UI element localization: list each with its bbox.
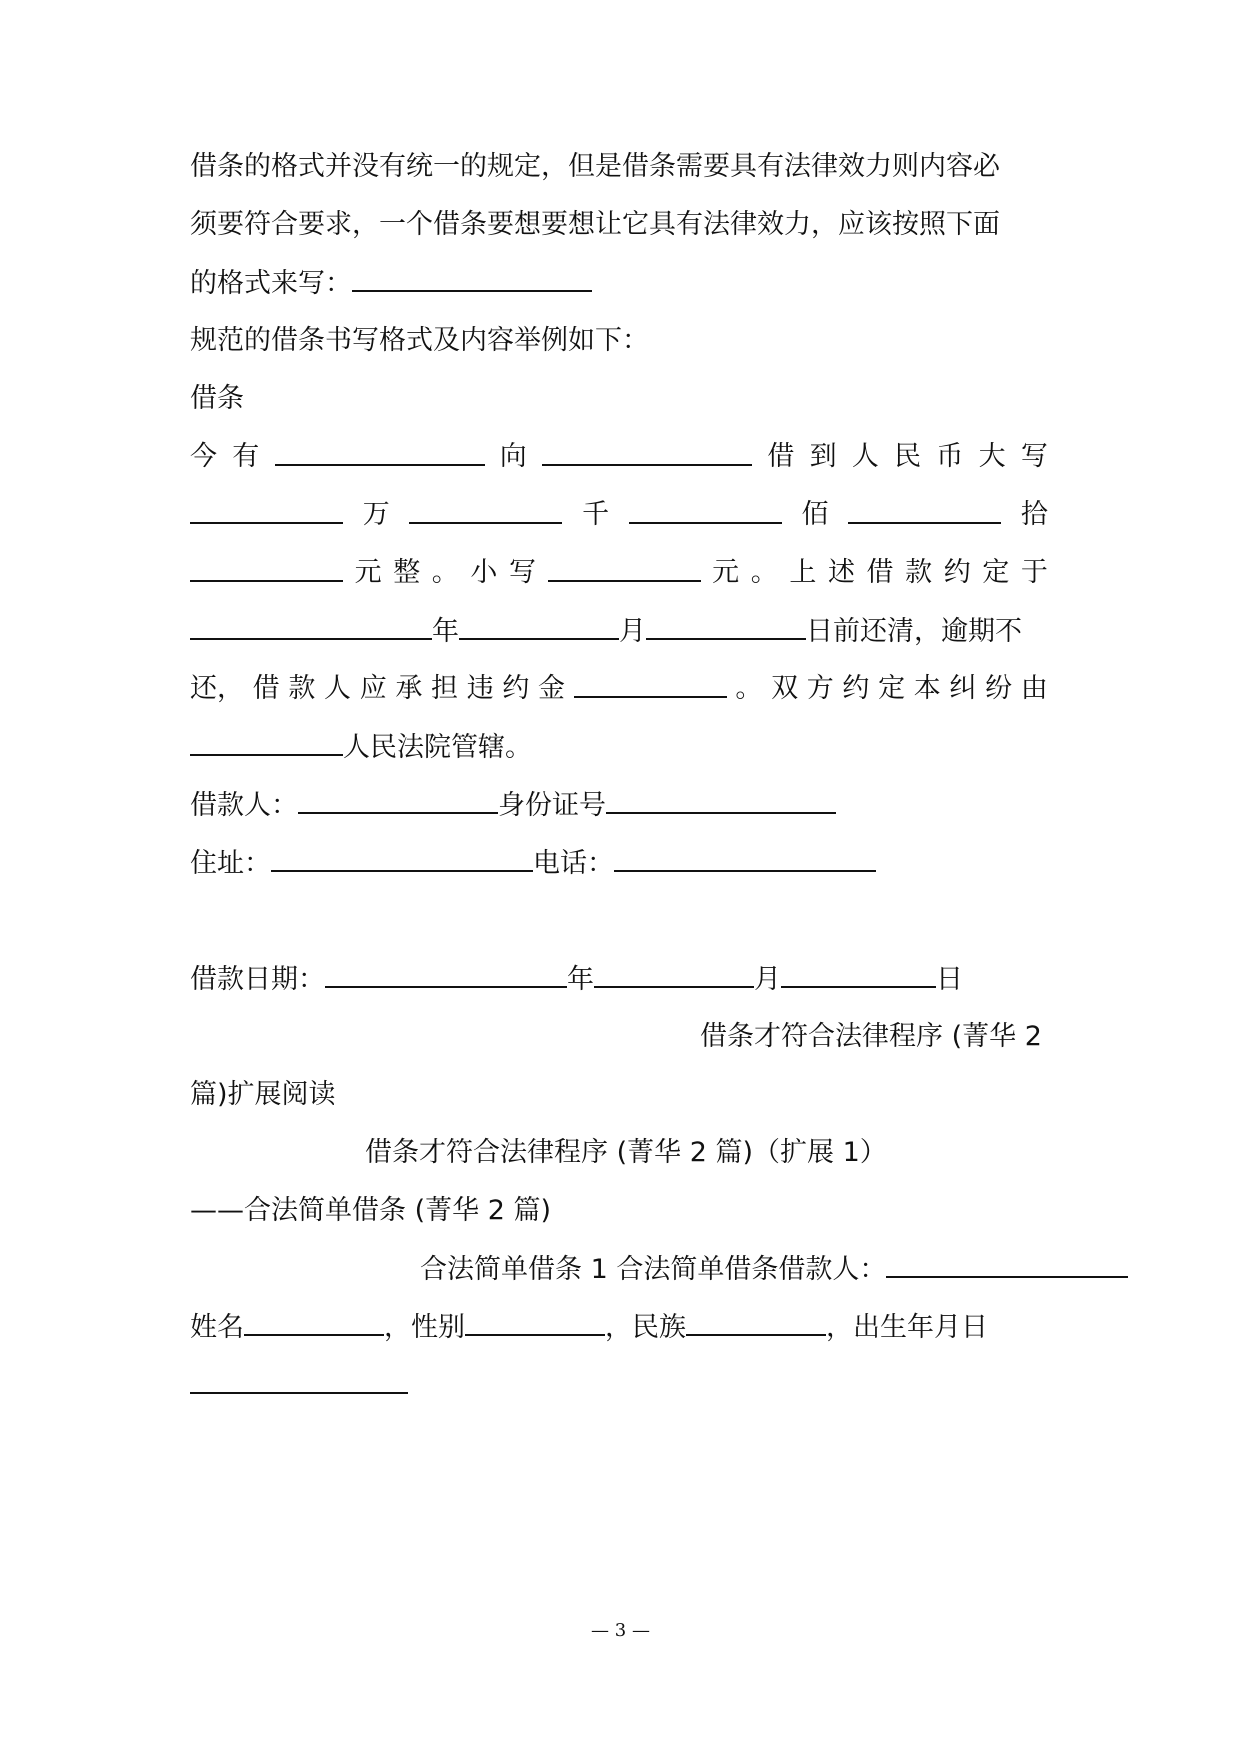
fill-blank [298, 788, 498, 814]
iou-word: 方 [806, 673, 834, 704]
extension-heading-line-1: 借条才符合法律程序 (菁华 2 [700, 1021, 1042, 1052]
iou-word: 有 [232, 441, 260, 472]
phone-label: 电话： [533, 848, 614, 879]
iou-word: 小 [470, 557, 498, 588]
iou-word: 今 [190, 441, 217, 472]
iou-word: 千 [582, 499, 610, 530]
iou-word: 定 [982, 557, 1010, 588]
name-label: 姓名 [190, 1312, 244, 1343]
iou-word: 双 [771, 673, 799, 704]
simple-iou-line-2 [190, 1310, 988, 1345]
iou-word: 款 [905, 557, 933, 588]
fill-blank [271, 846, 533, 872]
simple-iou-line-1 [420, 1252, 1128, 1287]
iou-word: 元 [712, 557, 740, 588]
iou-word: 万 [362, 499, 390, 530]
court-text: 人民法院管辖。 [343, 732, 532, 763]
iou-word: 借 [767, 441, 795, 472]
fill-blank [275, 440, 485, 466]
fill-blank [542, 440, 752, 466]
id-label: 身份证号 [498, 790, 606, 821]
borrower-line [190, 788, 836, 823]
iou-line-5 [190, 672, 1048, 706]
fill-blank [352, 266, 592, 292]
iou-word: 元 [354, 557, 382, 588]
paragraph-intro-line-3 [190, 266, 592, 301]
year-label: 年 [567, 964, 594, 995]
iou-word: 整 [393, 557, 421, 588]
fill-blank [594, 962, 754, 988]
iou-word: 约 [842, 673, 870, 704]
fill-blank [190, 556, 343, 582]
fill-blank [614, 846, 876, 872]
iou-line-3 [190, 556, 1048, 590]
loan-date-label: 借款日期： [190, 964, 325, 995]
iou-word: 。 [750, 557, 778, 588]
iou-word: 佰 [801, 499, 829, 530]
iou-word: 。 [735, 673, 763, 704]
iou-word: 人 [324, 673, 352, 704]
iou-word: 定 [878, 673, 906, 704]
iou-word: 借 [252, 673, 280, 704]
iou-word: 向 [499, 441, 527, 472]
iou-word: 上 [789, 557, 817, 588]
fill-blank [886, 1252, 1128, 1278]
iou-word: 大 [978, 441, 1006, 472]
fill-blank [190, 614, 432, 640]
iou-line-1 [190, 440, 1048, 474]
month-label: 月 [754, 964, 781, 995]
iou-line-6 [190, 730, 532, 765]
iou-word: 应 [359, 673, 387, 704]
gender-label: ，性别 [384, 1312, 465, 1343]
iou-word: 于 [1020, 557, 1048, 588]
repay-text: 日前还清，逾期不 [806, 616, 1022, 647]
loan-date-line [190, 962, 963, 997]
month-label: 月 [619, 616, 646, 647]
day-label: 日 [936, 964, 963, 995]
simple-iou-line-3 [190, 1368, 408, 1403]
fill-blank [574, 672, 727, 698]
address-label: 住址： [190, 848, 271, 879]
iou-word: 违 [466, 673, 494, 704]
fill-blank [244, 1310, 384, 1336]
iou-word: 款 [288, 673, 316, 704]
iou-word: 本 [913, 673, 941, 704]
iou-word: 纠 [949, 673, 977, 704]
extension-1-title: 借条才符合法律程序 (菁华 2 篇)（扩展 1） [365, 1137, 887, 1168]
iou-word: 。 [431, 557, 459, 588]
fill-blank [606, 788, 836, 814]
fill-blank [190, 730, 343, 756]
fill-blank [548, 556, 701, 582]
borrower-label: 借款人： [190, 790, 298, 821]
fill-blank [190, 1368, 408, 1394]
iou-word: 担 [431, 673, 459, 704]
address-line [190, 846, 876, 881]
birth-label: ，出生年月日 [826, 1312, 988, 1343]
extension-heading-line-2: 篇)扩展阅读 [190, 1079, 336, 1110]
iou-word: 到 [809, 441, 837, 472]
iou-word: 纷 [985, 673, 1013, 704]
iou-line-2 [190, 498, 1048, 532]
fill-blank [325, 962, 567, 988]
iou-word: 写 [508, 557, 536, 588]
iou-word: 写 [1020, 441, 1048, 472]
simple-iou-text: 合法简单借条 1 合法简单借条借款人： [420, 1254, 887, 1285]
iou-word: 借 [866, 557, 894, 588]
fill-blank [465, 1310, 605, 1336]
iou-line-4 [190, 614, 1022, 649]
fill-blank [848, 498, 1001, 524]
paragraph-intro-text: 的格式来写： [190, 268, 352, 299]
iou-word: 还， [190, 673, 244, 704]
fill-blank [190, 498, 343, 524]
fill-blank [686, 1310, 826, 1336]
iou-word: 金 [538, 673, 566, 704]
fill-blank [781, 962, 936, 988]
iou-word: 约 [943, 557, 971, 588]
iou-word: 述 [827, 557, 855, 588]
iou-word: 人 [851, 441, 879, 472]
paragraph-intro-line-1: 借条的格式并没有统一的规定，但是借条需要具有法律效力则内容必 [190, 151, 1000, 182]
ethnic-label: ，民族 [605, 1312, 686, 1343]
iou-word: 约 [502, 673, 530, 704]
iou-word: 承 [395, 673, 423, 704]
iou-title: 借条 [190, 383, 244, 414]
fill-blank [459, 614, 619, 640]
iou-word: 由 [1020, 673, 1048, 704]
iou-word: 拾 [1020, 499, 1048, 530]
iou-word: 民 [894, 441, 922, 472]
fill-blank [646, 614, 806, 640]
iou-word: 币 [936, 441, 964, 472]
fill-blank [629, 498, 782, 524]
extension-1-subtitle: ——合法简单借条 (菁华 2 篇) [190, 1195, 551, 1226]
paragraph-example-intro: 规范的借条书写格式及内容举例如下： [190, 325, 649, 356]
page-number: — 3 — [591, 1620, 650, 1641]
fill-blank [409, 498, 562, 524]
year-label: 年 [432, 616, 459, 647]
paragraph-intro-line-2: 须要符合要求，一个借条要想要想让它具有法律效力，应该按照下面 [190, 209, 1000, 240]
